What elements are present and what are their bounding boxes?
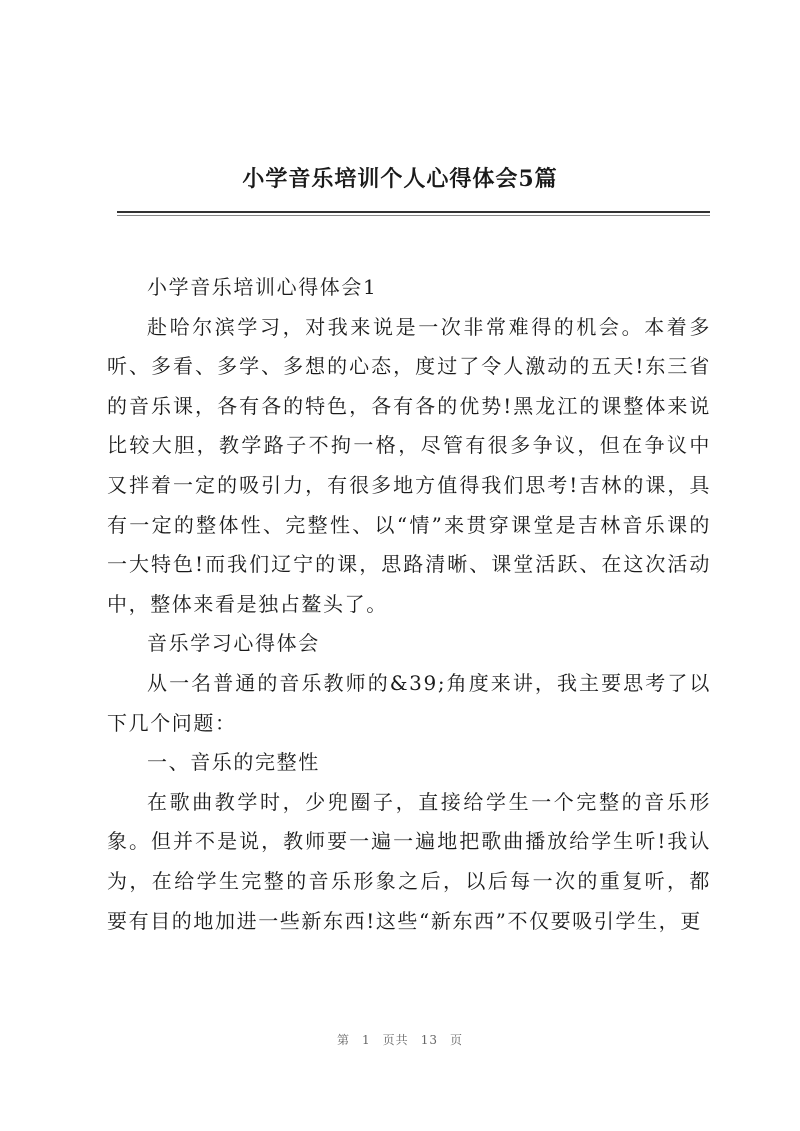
section-heading: 一、音乐的完整性 — [147, 750, 320, 775]
footer-label-total: 页共 — [382, 1033, 409, 1047]
footer-label-end: 页 — [449, 1033, 463, 1047]
document-title: 小学音乐培训个人心得体会5篇 — [242, 166, 558, 192]
body-paragraph: 赴哈尔滨学习，对我来说是一次非常难得的机会。本着多听、多看、多学、多想的心态，度过了令人激动的五天!东三省的音乐课，各有各的特色，各有各的优势!黑龙江的课整体来说比较大胆，教学路子不拘一格，尽管有很多争议，但在争议中又拌着一定的吸引力，有很多地方值得我们思考!吉林的课，具有一定的整体性、完整性、以“情”来贯穿课堂是吉林音乐课的一大特色!而我们辽宁的课，思路清晰、课堂活跃、在这次活动中，整体来看是独占鳌头了。 — [107, 314, 711, 616]
section-heading: 音乐学习心得体会 — [147, 631, 320, 656]
page-footer — [0, 1031, 800, 1048]
footer-page-number: 1 — [362, 1033, 371, 1047]
title-underline-thin — [117, 215, 710, 216]
title-underline — [117, 211, 710, 213]
body-paragraph: 在歌曲教学时，少兜圈子，直接给学生一个完整的音乐形象。但并不是说，教师要一遍一遍地把歌曲播放给学生听!我认为，在给学生完整的音乐形象之后，以后每一次的重复听，都要有目的地加进一些新东西!这些“新东西”不仅要吸引学生，更 — [107, 789, 711, 933]
footer-total-pages: 13 — [420, 1033, 438, 1047]
document-body — [107, 268, 711, 941]
section-heading: 小学音乐培训心得体会1 — [147, 275, 378, 299]
footer-label-page: 第 — [337, 1033, 351, 1047]
body-paragraph: 从一名普通的音乐教师的&39;角度来讲，我主要思考了以下几个问题： — [107, 670, 711, 735]
